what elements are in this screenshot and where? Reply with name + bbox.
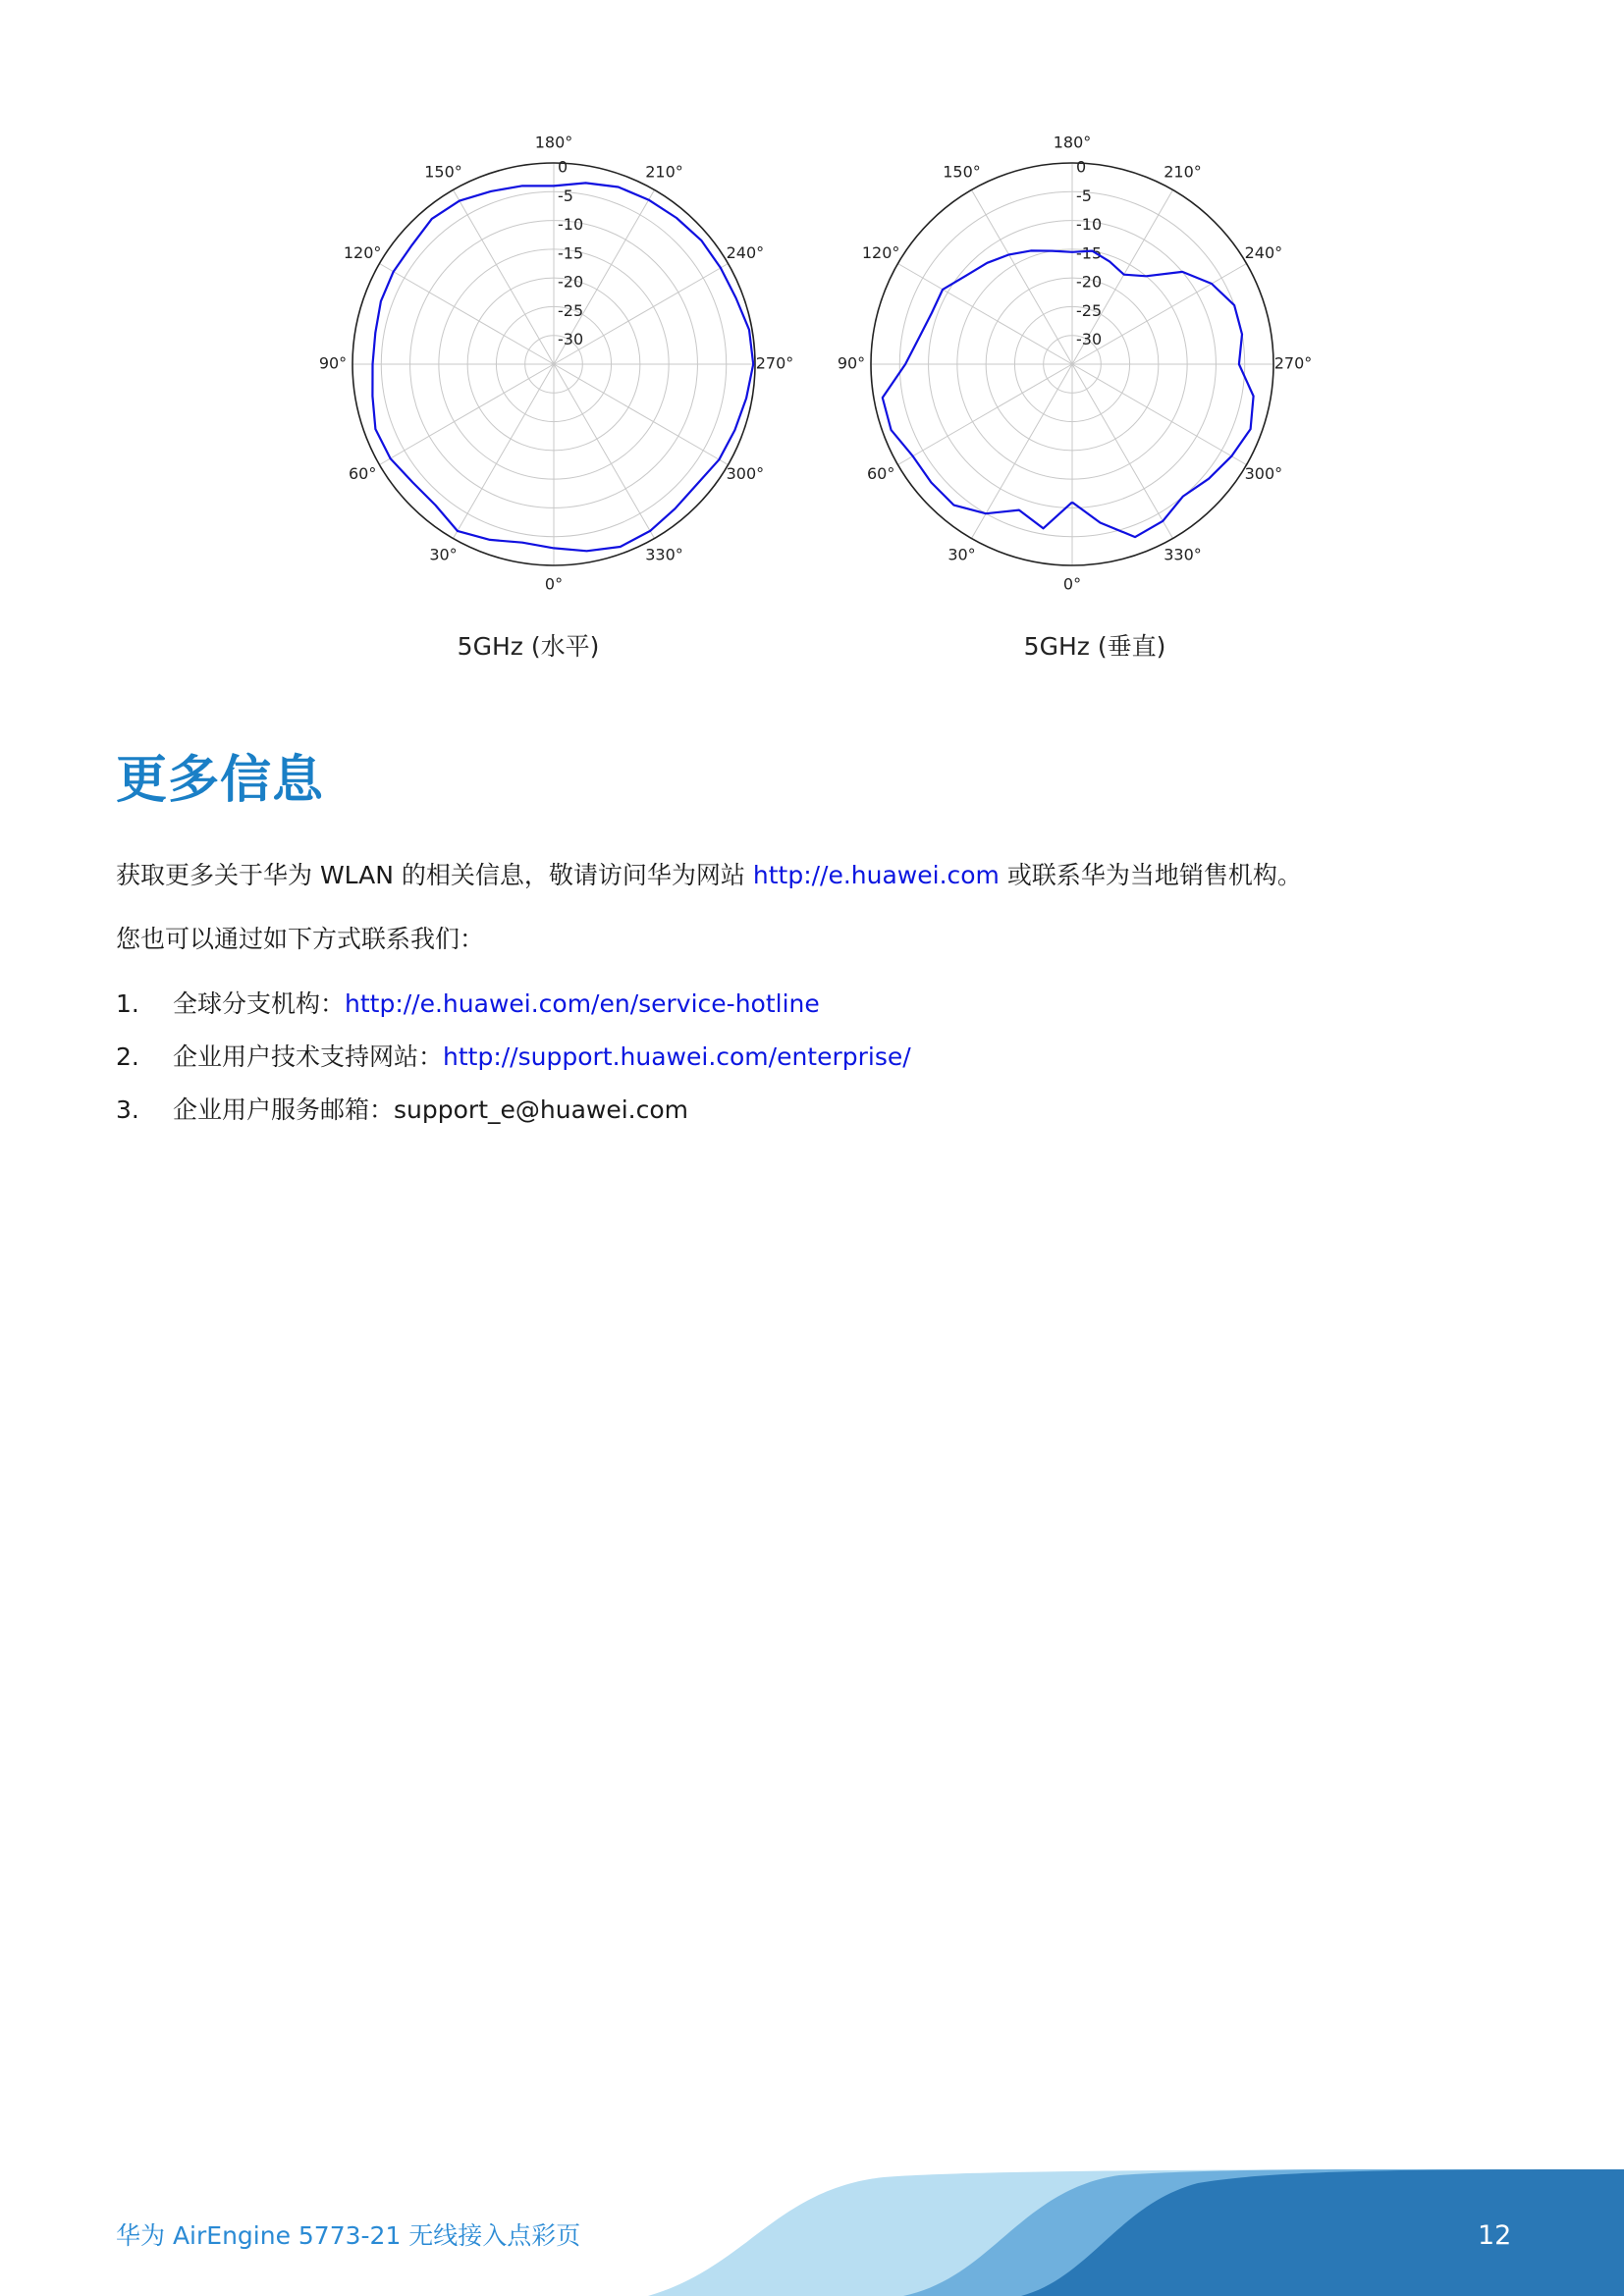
footer-product-title: 华为 AirEngine 5773-21 无线接入点彩页 <box>116 2221 581 2250</box>
section-title: 更多信息 <box>116 751 325 810</box>
angle-tick-label: 120° <box>343 243 382 262</box>
angle-tick-label: 0° <box>544 574 564 594</box>
radial-tick-label: -15 <box>558 243 584 263</box>
info-paragraph-text-end: 或联系华为当地销售机构。 <box>999 861 1302 889</box>
pattern-series-line <box>372 183 753 551</box>
angle-tick-label: 150° <box>943 162 981 182</box>
list-label: 全球分支机构： <box>173 989 346 1018</box>
list-item <box>116 985 820 1020</box>
angle-tick-label: 330° <box>1164 545 1202 564</box>
list-label: 企业用户技术支持网站： <box>173 1042 444 1071</box>
radial-tick-label: -5 <box>558 186 573 205</box>
angle-tick-label: 240° <box>726 243 765 262</box>
angular-grid-line <box>554 364 729 465</box>
info-paragraph-text-start: 获取更多关于华为 WLAN 的相关信息，敬请访问华为网站 <box>116 861 753 889</box>
angle-tick-label: 300° <box>726 464 765 483</box>
angular-grid-line <box>897 264 1072 365</box>
angle-tick-label: 270° <box>755 353 794 373</box>
angle-tick-label: 180° <box>534 133 573 152</box>
polar-chart-horizontal-svg <box>312 126 813 607</box>
contact-intro: 您也可以通过如下方式联系我们： <box>116 925 485 953</box>
angular-grid-line <box>379 364 554 465</box>
angular-grid-line <box>454 189 555 364</box>
service-hotline-link[interactable]: http://e.huawei.com/en/service-hotline <box>345 989 820 1018</box>
angle-tick-label: 90° <box>318 353 348 373</box>
angle-tick-label: 0° <box>1062 574 1082 594</box>
radial-tick-label: -10 <box>558 215 584 235</box>
angle-tick-label: 330° <box>645 545 683 564</box>
chart-caption-vertical: 5GHz (垂直) <box>1023 632 1166 661</box>
radial-tick-label: 0 <box>1076 157 1087 177</box>
support-email: support_e@huawei.com <box>394 1095 689 1124</box>
list-item <box>116 1038 911 1073</box>
angle-tick-label: 150° <box>424 162 462 182</box>
angular-grid-line <box>454 364 555 539</box>
angle-tick-label: 90° <box>837 353 866 373</box>
angle-tick-label: 30° <box>947 545 976 564</box>
radial-tick-label: -30 <box>558 330 584 349</box>
huawei-website-link[interactable]: http://e.huawei.com <box>752 861 1000 889</box>
support-website-link[interactable]: http://support.huawei.com/enterprise/ <box>443 1042 911 1071</box>
radial-tick-label: -10 <box>1076 215 1103 235</box>
radial-tick-label: -5 <box>1076 186 1092 205</box>
angle-tick-label: 120° <box>861 243 900 262</box>
radial-tick-label: -30 <box>1076 330 1103 349</box>
angular-grid-line <box>972 189 1073 364</box>
polar-chart-vertical-svg <box>831 126 1331 607</box>
radial-tick-label: -25 <box>1076 300 1103 320</box>
angular-grid-line <box>897 364 1072 465</box>
list-number: 3. <box>116 1095 139 1124</box>
radial-tick-label: -15 <box>1076 243 1103 263</box>
polar-chart-vertical <box>831 126 1331 607</box>
angle-tick-label: 210° <box>1164 162 1202 182</box>
polar-chart-horizontal <box>312 126 813 607</box>
radial-tick-label: -20 <box>558 272 584 292</box>
angular-grid-line <box>379 264 554 365</box>
list-label: 企业用户服务邮箱： <box>173 1095 395 1124</box>
angle-tick-label: 60° <box>866 464 895 483</box>
chart-caption-horizontal: 5GHz (水平) <box>457 632 600 661</box>
info-paragraph <box>116 856 1302 891</box>
angular-grid-line <box>554 364 655 539</box>
angle-tick-label: 210° <box>645 162 683 182</box>
angle-tick-label: 60° <box>348 464 377 483</box>
angle-tick-label: 30° <box>429 545 458 564</box>
radial-tick-label: 0 <box>558 157 568 177</box>
list-item <box>116 1091 688 1126</box>
list-number: 1. <box>116 989 139 1018</box>
angle-tick-label: 270° <box>1273 353 1313 373</box>
angle-tick-label: 240° <box>1244 243 1283 262</box>
angle-tick-label: 300° <box>1244 464 1283 483</box>
angle-tick-label: 180° <box>1053 133 1092 152</box>
list-number: 2. <box>116 1042 139 1071</box>
radial-tick-label: -25 <box>558 300 584 320</box>
angular-grid-line <box>1072 364 1247 465</box>
radial-tick-label: -20 <box>1076 272 1103 292</box>
page-number: 12 <box>1478 2220 1512 2251</box>
